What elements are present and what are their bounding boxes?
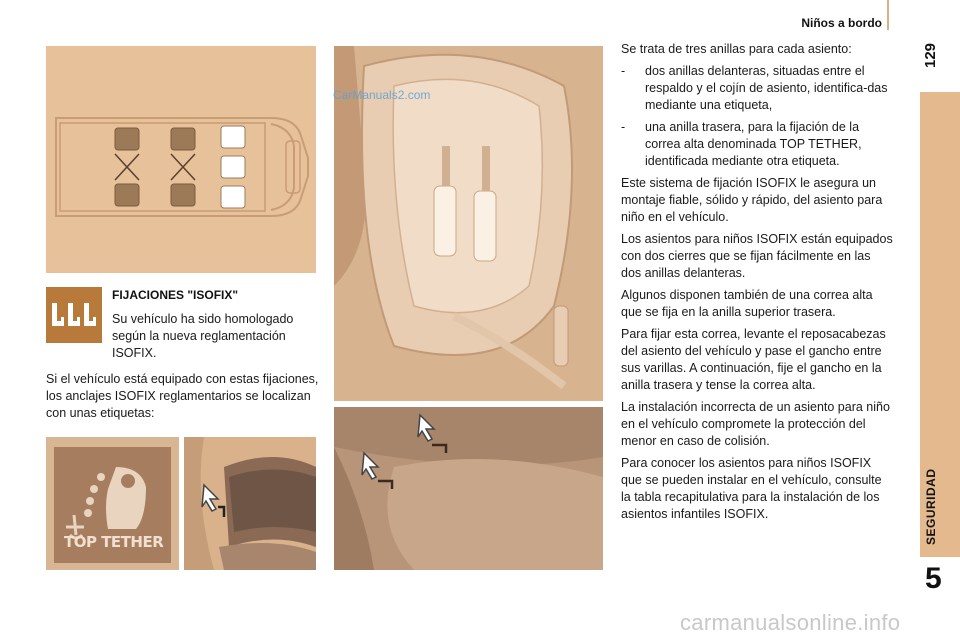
paragraph: Para conocer los asientos para niños ISOFIX que se pueden instalar en el vehículo, consulte la tabla recapitulativa para la instalación de los asientos infantiles ISOFIX. bbox=[621, 456, 882, 521]
top-tether-seat-image bbox=[184, 437, 316, 570]
bullet-marker: - bbox=[621, 64, 626, 78]
isofix-seats-icon bbox=[46, 287, 102, 343]
page-number: 129 bbox=[922, 42, 939, 68]
footer-watermark: carmanualsonline.info bbox=[680, 610, 901, 635]
labels-paragraph: Si el vehículo está equipado con estas fijaciones, los anclajes ISOFIX reglamentarios se localizan con unas etiquetas: bbox=[46, 372, 319, 420]
top-tether-text: TOP TETHER bbox=[64, 533, 164, 551]
list-item bbox=[621, 63, 893, 114]
section-title: FIJACIONES "ISOFIX" bbox=[112, 288, 239, 302]
vehicle-seat-plan-image bbox=[46, 46, 316, 273]
right-column bbox=[621, 41, 893, 528]
paragraph: Algunos disponen también de una correa alta que se fija en la anilla superior trasera. bbox=[621, 288, 873, 319]
paragraph: La instalación incorrecta de un asiento para niño en el vehículo compromete la protección del menor en caso de colisión. bbox=[621, 400, 890, 448]
section-header: Niños a bordo bbox=[801, 16, 882, 30]
watermark-text: CarManuals2.com bbox=[333, 88, 431, 102]
paragraph: Para fijar esta correa, levante el reposacabezas del asiento del vehículo y pase el gancho entre sus varillas. A continuación, fije el gancho en la anilla trasera y tense la correa alta. bbox=[621, 327, 886, 392]
rings-intro: Se trata de tres anillas para cada asiento: bbox=[621, 42, 852, 56]
top-tether-label-image bbox=[46, 437, 179, 570]
intro-paragraph: Su vehículo ha sido homologado según la nueva reglamentación ISOFIX. bbox=[112, 312, 294, 360]
header-rule bbox=[887, 0, 889, 30]
rings-list bbox=[621, 63, 893, 170]
list-item-text: dos anillas delanteras, situadas entre el respaldo y el cojín de asiento, identifica-das mediante una etiqueta, bbox=[645, 64, 888, 112]
sidebar-section-label: SEGURIDAD bbox=[924, 468, 938, 545]
isofix-anchors-image bbox=[334, 407, 603, 570]
bullet-marker: - bbox=[621, 120, 626, 134]
paragraph: Los asientos para niños ISOFIX están equipados con dos cierres que se fijan fácilmente en las dos anillas delanteras. bbox=[621, 232, 893, 280]
paragraph: Este sistema de fijación ISOFIX le asegura un montaje fiable, sólido y rápido, del asiento para niño en el vehículo. bbox=[621, 176, 883, 224]
list-item-text: una anilla trasera, para la fijación de la correa alta denominada TOP TETHER, identificada mediante otra etiqueta. bbox=[645, 120, 862, 168]
chapter-number: 5 bbox=[925, 562, 942, 595]
list-item bbox=[621, 119, 893, 170]
